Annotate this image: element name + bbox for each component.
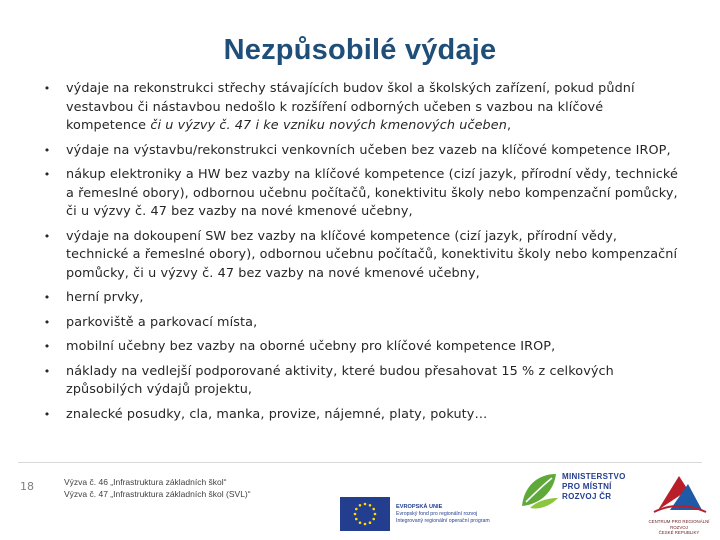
list-item-text: výdaje na rekonstrukci střechy stávajících budov škol a školských zařízení, pokud půdní vestavbou či nástavbou nedošlo k rozšíření odborných učeben s vazbou na klíčové kompetence bbox=[66, 81, 635, 133]
footer-divider bbox=[18, 462, 702, 463]
irop-leaf-logo-icon bbox=[516, 468, 560, 512]
eu-fund: Evropský fond pro regionální rozvoj bbox=[396, 510, 478, 517]
bullet: • bbox=[43, 82, 51, 95]
bullet: • bbox=[43, 229, 51, 243]
eu-text bbox=[396, 504, 491, 525]
list-item-text: parkoviště a parkovací místa, bbox=[66, 314, 258, 330]
bullet: • bbox=[43, 340, 51, 353]
bullet: • bbox=[43, 143, 51, 157]
crr-line-2: ČESKÉ REPUBLIKY bbox=[658, 530, 700, 535]
list-item bbox=[42, 363, 682, 400]
list-item bbox=[42, 289, 682, 308]
call-reference-46: Výzva č. 46 „Infrastruktura základních škol“ bbox=[64, 477, 227, 487]
eu-title: EVROPSKÁ UNIE bbox=[396, 503, 443, 510]
ministry-line-3: ROZVOJ ČR bbox=[562, 492, 612, 501]
ministry-logo-text bbox=[562, 472, 626, 502]
bullet: • bbox=[43, 407, 51, 421]
list-item-text: znalecké posudky, cla, manka, provize, nájemné, platy, pokuty… bbox=[66, 406, 488, 422]
list-item bbox=[42, 338, 682, 357]
call-reference-47: Výzva č. 47 „Infrastruktura základních škol (SVL)“ bbox=[64, 489, 251, 499]
list-item-italic-text: či u výzvy č. 47 i ke vzniku nových kmenových učeben bbox=[150, 118, 507, 133]
ministry-line-2: PRO MÍSTNÍ bbox=[562, 482, 612, 491]
list-item-text: nákup elektroniky a HW bez vazby na klíčové kompetence (cizí jazyk, přírodní vědy, technické a řemeslné obory), odbornou učebnu počítačů, konektivitu školy nebo kompenzační pomůcky, či u výzvy č. 47 bez vazby na nové kmenové učebny, bbox=[66, 167, 678, 219]
list-item-tail: , bbox=[506, 118, 512, 133]
bullet: • bbox=[43, 291, 51, 304]
page-number: 18 bbox=[20, 480, 34, 493]
ineligible-costs-list bbox=[42, 80, 682, 430]
eu-logo-block bbox=[340, 497, 491, 531]
eu-flag-icon bbox=[340, 497, 390, 531]
crr-line-1: CENTRUM PRO REGIONÁLNÍ ROZVOJ bbox=[648, 519, 710, 530]
list-item bbox=[42, 166, 682, 222]
call-references bbox=[64, 476, 251, 500]
eu-program: Integrovaný regionální operační program bbox=[396, 517, 490, 524]
list-item-text: výdaje na dokoupení SW bez vazby na klíčové kompetence (cizí jazyk, přírodní vědy, technické a řemeslné obory), odbornou učebnu počítačů, konektivitu školy nebo kompenzační pomůcky, či u výzvy č. 47 bez vazby na nové kmenové učebny, bbox=[66, 228, 678, 281]
list-item-text: výdaje na výstavbu/rekonstrukci venkovních učeben bez vazeb na klíčové kompetence IROP, bbox=[66, 142, 671, 158]
bullet: • bbox=[43, 364, 51, 378]
bullet: • bbox=[43, 168, 51, 181]
ministry-line-1: MINISTERSTVO bbox=[562, 472, 626, 481]
list-item bbox=[42, 406, 682, 425]
bullet: • bbox=[43, 315, 51, 329]
page-title: Nezpůsobilé výdaje bbox=[223, 34, 497, 66]
list-item bbox=[42, 80, 682, 136]
list-item-text: mobilní učebny bez vazby na oborné učebny pro klíčové kompetence IROP, bbox=[66, 339, 556, 354]
list-item bbox=[42, 314, 682, 333]
list-item bbox=[42, 228, 682, 284]
list-item-text: herní prvky, bbox=[66, 290, 144, 305]
crr-logo-text bbox=[640, 519, 718, 536]
list-item bbox=[42, 142, 682, 161]
list-item-text: náklady na vedlejší podporované aktivity, které budou přesahovat 15 % z celkových způsobilých výdajů projektu, bbox=[66, 363, 614, 397]
